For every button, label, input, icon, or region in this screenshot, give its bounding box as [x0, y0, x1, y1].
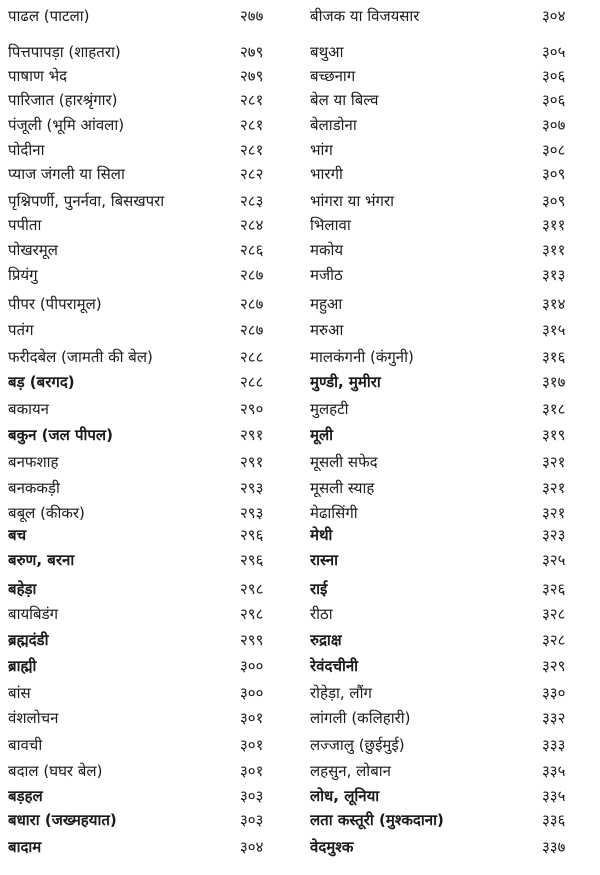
index-page-number: २९८	[240, 580, 264, 598]
index-page-number: ३०४	[542, 7, 566, 25]
index-entry-name: पोखरमूल	[8, 241, 58, 259]
index-entry-name: बबूल (कीकर)	[8, 504, 85, 522]
index-entry-name: लोध, लूनिया	[310, 787, 380, 805]
index-row	[0, 523, 600, 548]
index-row	[0, 654, 600, 679]
index-page-number: २९०	[240, 400, 264, 418]
index-page-number: ३०१	[240, 762, 264, 780]
index-entry-name: मालकंगनी (कंगुनी)	[310, 348, 414, 366]
index-page-number: ३०५	[542, 43, 566, 61]
index-row	[0, 548, 600, 573]
index-entry-name: पाढल (पाटला)	[8, 7, 90, 25]
index-entry-name: लज्जालु (छुईमुई)	[310, 736, 405, 754]
index-page-number: ३००	[240, 684, 264, 702]
index-entry-name: वेदमुश्क	[310, 838, 354, 856]
index-page-number: २८२	[240, 165, 264, 183]
index-row	[0, 577, 600, 602]
index-row	[0, 476, 600, 501]
index-page-number: ३२५	[542, 551, 566, 569]
index-entry-name: महुआ	[310, 295, 343, 313]
index-entry-name: बड़ (बरगद)	[8, 373, 75, 391]
index-entry-name: ब्राह्मी	[8, 657, 37, 675]
index-row	[0, 628, 600, 653]
index-row	[0, 40, 600, 65]
index-row	[0, 450, 600, 475]
index-page-number: ३२३	[542, 526, 566, 544]
index-row	[0, 292, 600, 317]
index-entry-name: रुद्राक्ष	[310, 631, 342, 649]
index-row	[0, 423, 600, 448]
index-entry-name: लता कस्तूरी (मुश्कदाना)	[310, 811, 444, 829]
index-page-number: २८७	[240, 321, 264, 339]
index-page-number: २८३	[240, 192, 264, 210]
index-page-number: ३१३	[542, 266, 566, 284]
index-entry-name: पाषाण भेद	[8, 67, 68, 85]
index-page-number: ३०६	[542, 67, 566, 85]
index-entry-name: बेल या बिल्व	[310, 91, 379, 109]
index-entry-name: बरुण, बरना	[8, 551, 75, 569]
index-entry-name: बहेड़ा	[8, 580, 37, 598]
index-entry-name: बकायन	[8, 400, 49, 418]
index-page-number: ३०१	[240, 736, 264, 754]
index-entry-name: बेलाडोना	[310, 116, 357, 134]
index-page-number: २७९	[240, 67, 264, 85]
index-row	[0, 4, 600, 29]
index-row	[0, 602, 600, 627]
index-entry-name: भिलावा	[310, 216, 351, 234]
index-page-number: ३११	[542, 216, 566, 234]
index-entry-name: मरुआ	[310, 321, 344, 339]
index-entry-name: पृश्निपर्णी, पुनर्नवा, बिसखपरा	[8, 192, 165, 210]
index-entry-name: बदाल (घघर बेल)	[8, 762, 103, 780]
index-entry-name: बड़हल	[8, 787, 43, 805]
index-row	[0, 706, 600, 731]
index-row	[0, 238, 600, 263]
index-page-number: ३१५	[542, 321, 566, 339]
index-entry-name: लांगली (कलिहारी)	[310, 709, 411, 727]
index-page-number: २८४	[240, 216, 264, 234]
index-entry-name: बच्छनाग	[310, 67, 356, 85]
index-entry-name: पोदीना	[8, 141, 45, 159]
index-row	[0, 345, 600, 370]
index-entry-name: रीठा	[310, 605, 333, 623]
index-entry-name: लहसुन, लोबान	[310, 762, 391, 780]
index-row	[0, 759, 600, 784]
index-row	[0, 784, 600, 809]
index-entry-name: मूसली स्याह	[310, 479, 375, 497]
index-page-number: ३२९	[542, 657, 566, 675]
index-row	[0, 138, 600, 163]
index-entry-name: मूली	[310, 426, 334, 444]
index-page-number: ३२८	[542, 631, 566, 649]
index-row	[0, 808, 600, 833]
index-entry-name: पंजूली (भूमि आंवला)	[8, 116, 125, 134]
index-entry-name: मेथी	[310, 526, 333, 544]
index-page-number: २७९	[240, 43, 264, 61]
index-row	[0, 397, 600, 422]
index-entry-name: बायबिडंग	[8, 605, 59, 623]
index-page-number: २८७	[240, 295, 264, 313]
index-entry-name: बावची	[8, 736, 43, 754]
index-page-number: २८७	[240, 266, 264, 284]
index-page-number: ३२१	[542, 453, 566, 471]
index-entry-name: रोहेड़ा, लौंग	[310, 684, 372, 702]
index-row	[0, 835, 600, 860]
index-page-number: २८१	[240, 91, 264, 109]
index-row	[0, 113, 600, 138]
index-entry-name: भांगरा या भंगरा	[310, 192, 395, 210]
index-row	[0, 162, 600, 187]
index-page-number: ३१७	[542, 373, 566, 391]
index-row	[0, 263, 600, 288]
index-entry-name: बनफशाह	[8, 453, 59, 471]
index-entry-name: रास्ना	[310, 551, 338, 569]
index-page-number: ३२६	[542, 580, 566, 598]
index-page-number: ३१६	[542, 348, 566, 366]
index-page-number: ३३२	[542, 709, 566, 727]
index-entry-name: बच	[8, 526, 27, 544]
index-page-number: २७७	[240, 7, 264, 25]
index-entry-name: फरीदबेल (जामती की बेल)	[8, 348, 153, 366]
index-page-number: ३०३	[240, 787, 264, 805]
index-entry-name: राई	[310, 580, 328, 598]
index-page-number: २९१	[240, 426, 264, 444]
index-page-number: २८६	[240, 241, 264, 259]
index-page-number: ३३६	[542, 811, 566, 829]
index-page-number: ३०९	[542, 165, 566, 183]
index-entry-name: पारिजात (हारश्रृंगार)	[8, 91, 118, 109]
index-entry-name: वंशलोचन	[8, 709, 59, 727]
index-entry-name: बकुन (जल पीपल)	[8, 426, 113, 444]
index-page-number: ३०१	[240, 709, 264, 727]
index-page-number: २९३	[240, 479, 264, 497]
index-entry-name: भारगी	[310, 165, 343, 183]
index-entry-name: मुलहटी	[310, 400, 349, 418]
index-page-number: २८१	[240, 141, 264, 159]
index-entry-name: बनककड़ी	[8, 479, 60, 497]
index-entry-name: मकोय	[310, 241, 344, 259]
index-page-number: २८८	[240, 373, 264, 391]
index-page-number: ३३०	[542, 684, 566, 702]
index-entry-name: मेढासिंगी	[310, 504, 358, 522]
index-entry-name: रेवंदचीनी	[310, 657, 359, 675]
index-page-number: ३२१	[542, 504, 566, 522]
index-page-number: ३३३	[542, 736, 566, 754]
index-entry-name: प्याज जंगली या सिला	[8, 165, 125, 183]
index-row	[0, 64, 600, 89]
index-page-number: ३०३	[240, 811, 264, 829]
index-page-number: २९९	[240, 631, 264, 649]
index-entry-name: ब्रह्मदंडी	[8, 631, 49, 649]
index-page-number: ३३७	[542, 838, 566, 856]
index-page-number: ३२८	[542, 605, 566, 623]
index-entry-name: बांस	[8, 684, 31, 702]
index-row	[0, 681, 600, 706]
index-page-number: ३१९	[542, 426, 566, 444]
index-entry-name: बथुआ	[310, 43, 344, 61]
index-entry-name: पीपर (पीपरामूल)	[8, 295, 102, 313]
index-page-number: ३२१	[542, 479, 566, 497]
index-entry-name: बधारा (जख्महयात)	[8, 811, 117, 829]
index-page-number: ३३५	[542, 787, 566, 805]
index-row	[0, 318, 600, 343]
index-entry-name: प्रियंगु	[8, 266, 38, 284]
index-page-number: २८१	[240, 116, 264, 134]
index-row	[0, 213, 600, 238]
index-page-number: ३००	[240, 657, 264, 675]
index-entry-name: मूसली सफेद	[310, 453, 378, 471]
index-page-number: ३३५	[542, 762, 566, 780]
index-entry-name: मजीठ	[310, 266, 343, 284]
index-entry-name: पतंग	[8, 321, 34, 339]
index-page-number: ३११	[542, 241, 566, 259]
index-page-number: ३०८	[542, 141, 566, 159]
index-row	[0, 88, 600, 113]
index-page-number: ३१८	[542, 400, 566, 418]
index-page-number: ३०७	[542, 116, 566, 134]
index-row	[0, 370, 600, 395]
index-page-number: २९६	[240, 526, 264, 544]
index-entry-name: मुण्डी, मुमीरा	[310, 373, 381, 391]
index-entry-name: पित्तपापड़ा (शाहतरा)	[8, 43, 121, 61]
index-page-number: २९१	[240, 453, 264, 471]
index-page-number: ३१४	[542, 295, 566, 313]
index-entry-name: बादाम	[8, 838, 42, 856]
index-entry-name: बीजक या विजयसार	[310, 7, 420, 25]
index-page-number: २९३	[240, 504, 264, 522]
index-page-number: २८८	[240, 348, 264, 366]
index-row	[0, 189, 600, 214]
index-page-number: ३०६	[542, 91, 566, 109]
index-page-number: २९६	[240, 551, 264, 569]
index-entry-name: भांग	[310, 141, 333, 159]
index-page-number: ३०४	[240, 838, 264, 856]
index-row	[0, 733, 600, 758]
index-entry-name: पपीता	[8, 216, 42, 234]
index-page-number: २९८	[240, 605, 264, 623]
index-page-number: ३०९	[542, 192, 566, 210]
